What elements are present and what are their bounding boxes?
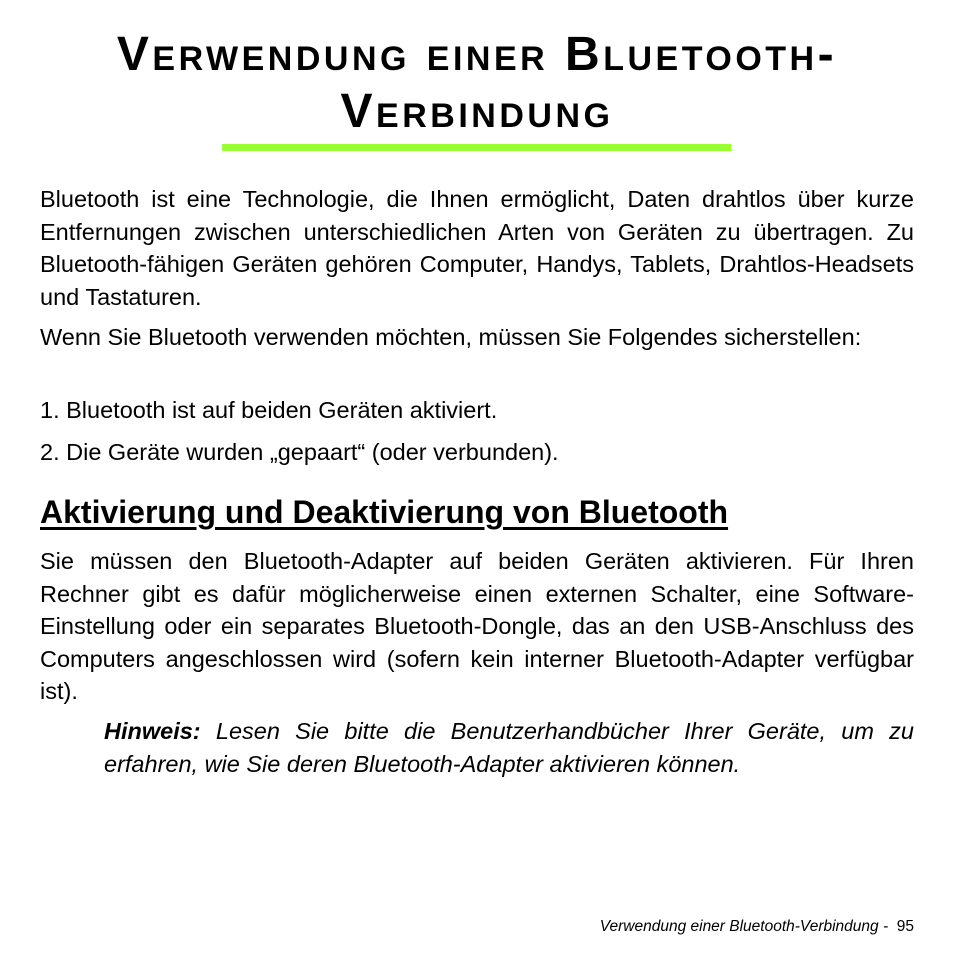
- intro-paragraph-1: Bluetooth ist eine Technologie, die Ihnen ermöglicht, Daten drahtlos über kurze Entfernungen zwischen unterschiedlichen Arten von Geräten zu übertragen. Zu Bluetooth-fähigen Geräten gehören Computer, Handys, Tablets, Drahtlos-Headsets und Tastaturen.: [40, 186, 914, 310]
- list-item-1: 1. Bluetooth ist auf beiden Geräten aktiviert.: [40, 397, 498, 423]
- page-title: Verwendung einer Bluetooth-Verbindung: [116, 28, 838, 138]
- page-footer: [600, 918, 914, 936]
- footer-running-title: Verwendung einer Bluetooth-Verbindung -: [599, 918, 889, 935]
- note-block: [104, 715, 914, 780]
- section-heading: Aktivierung und Deaktivierung von Bluetooth: [40, 494, 729, 530]
- intro-paragraph-2: Wenn Sie Bluetooth verwenden möchten, müssen Sie Folgendes sicherstellen:: [40, 324, 862, 350]
- note-label: Hinweis:: [104, 718, 201, 744]
- page-number: 95: [896, 918, 914, 935]
- note-text: Lesen Sie bitte die Benutzerhandbücher Ihrer Geräte, um zu erfahren, wie Sie deren Bluetooth-Adapter aktivieren können.: [104, 718, 914, 777]
- section-paragraph: Sie müssen den Bluetooth-Adapter auf beiden Geräten aktivieren. Für Ihren Rechner gibt es dafür möglicherweise einen externen Schalter, eine Software-Einstellung oder ein separates Bluetooth-Dongle, das an den USB-Anschluss des Computers angeschlossen wird (sofern kein interner Bluetooth-Adapter verfügbar ist).: [40, 548, 914, 704]
- list-item-2: 2. Die Geräte wurden „gepaart“ (oder verbunden).: [40, 439, 559, 465]
- title-underline-rule: [222, 144, 731, 151]
